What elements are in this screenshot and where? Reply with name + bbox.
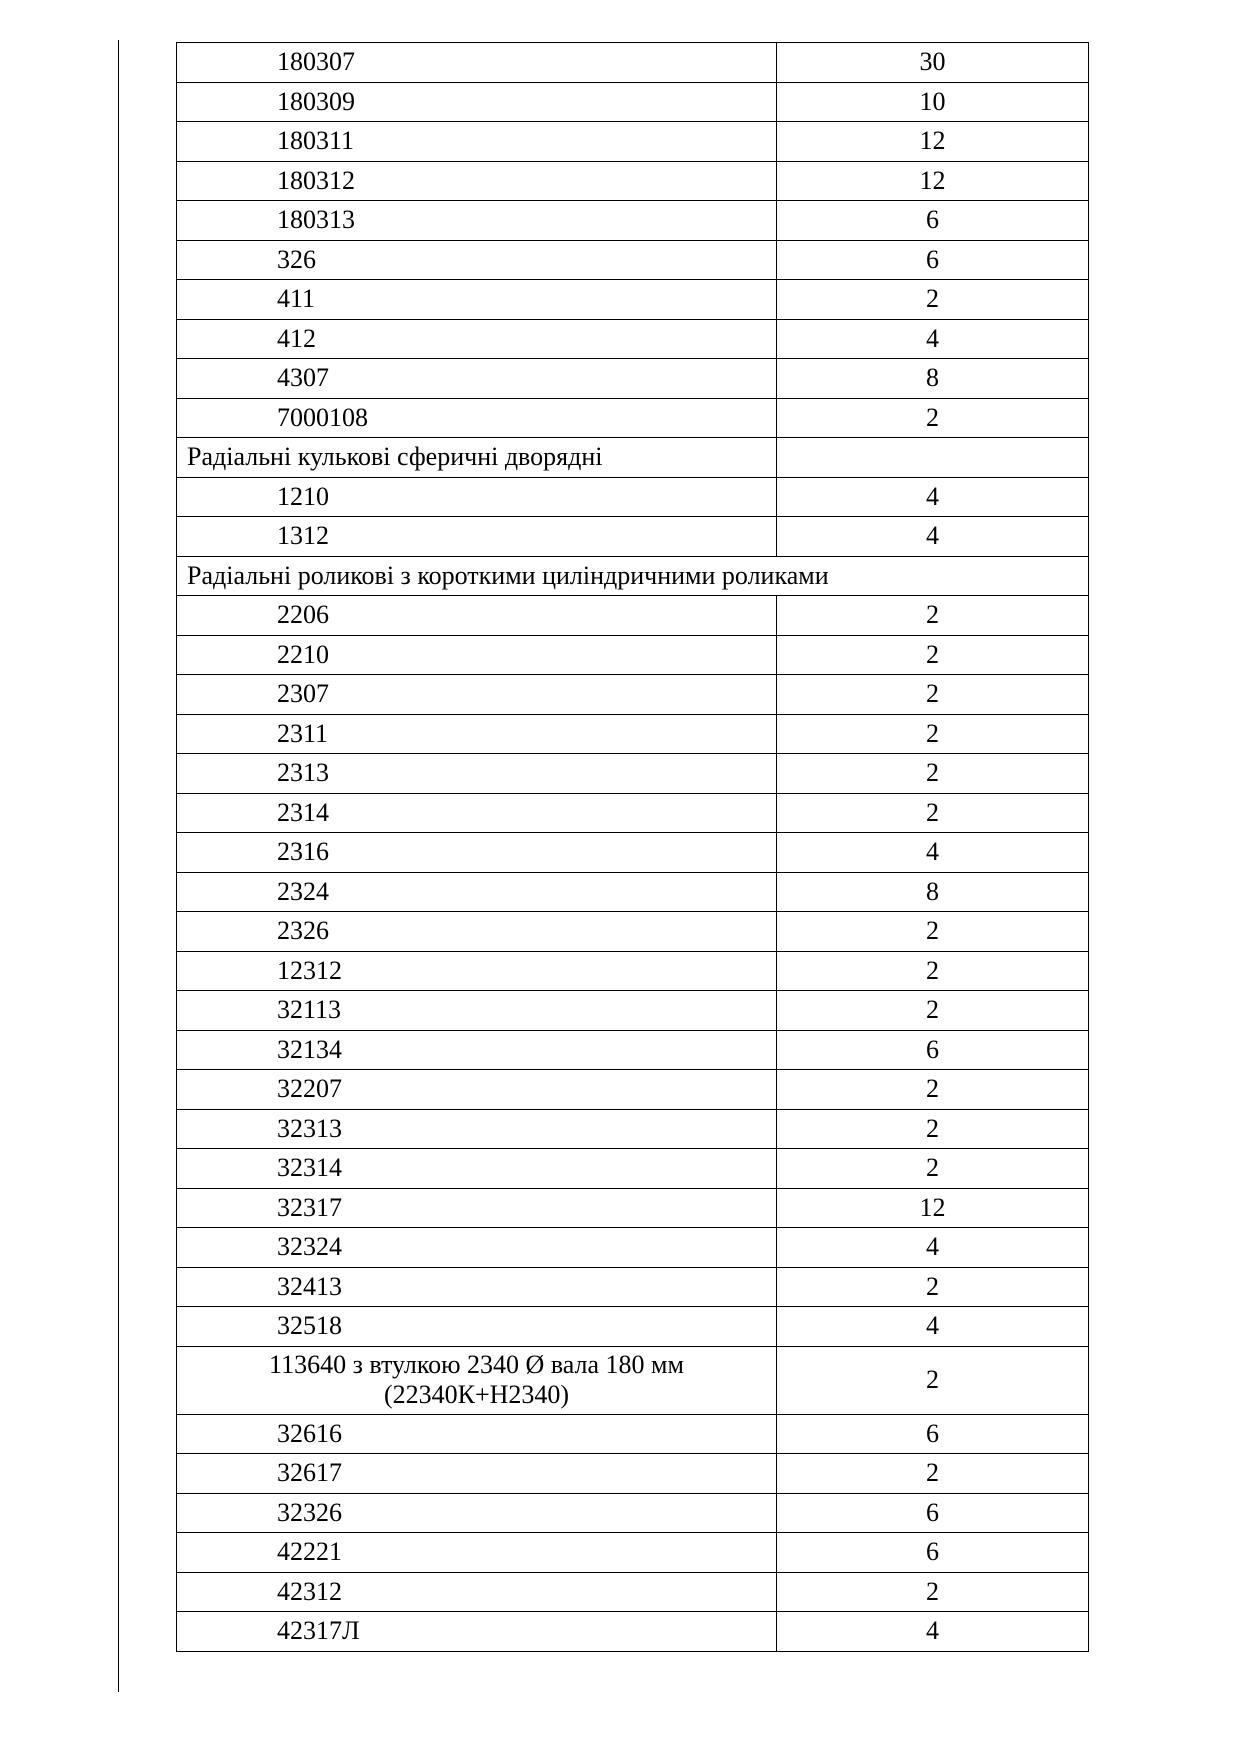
quantity-cell: 2 [777,635,1089,675]
table-row [177,161,1089,201]
table-row [177,1454,1089,1494]
quantity-cell: 6 [777,201,1089,241]
quantity-cell: 2 [777,991,1089,1031]
table-row [177,872,1089,912]
table-row [177,1030,1089,1070]
bearing-code-cell: 42317Л [177,1612,777,1652]
bearing-code-cell: 2314 [177,793,777,833]
bearing-code-cell: 180312 [177,161,777,201]
quantity-cell: 6 [777,1533,1089,1573]
bearing-description-cell [177,1346,777,1414]
table-row [177,1414,1089,1454]
table-row [177,1188,1089,1228]
bearing-code-cell: 42221 [177,1533,777,1573]
quantity-cell: 12 [777,161,1089,201]
quantity-cell: 2 [777,398,1089,438]
table-body [177,43,1089,1652]
table-row [177,635,1089,675]
bearing-code-cell: 2307 [177,675,777,715]
bearing-code-cell: 32616 [177,1414,777,1454]
table-row [177,714,1089,754]
quantity-cell: 2 [777,793,1089,833]
table-row [177,951,1089,991]
table-row [177,1070,1089,1110]
quantity-cell: 6 [777,1030,1089,1070]
table-row-multiline [177,1346,1089,1414]
quantity-cell: 8 [777,359,1089,399]
bearing-code-cell: 32207 [177,1070,777,1110]
bearing-code-cell: 2324 [177,872,777,912]
quantity-cell: 2 [777,912,1089,952]
bearing-code-cell: 180311 [177,122,777,162]
table-row [177,793,1089,833]
quantity-cell: 4 [777,1612,1089,1652]
table-row [177,517,1089,557]
quantity-cell: 4 [777,1228,1089,1268]
bearing-code-cell: 12312 [177,951,777,991]
quantity-cell: 2 [777,675,1089,715]
quantity-cell: 2 [777,1346,1089,1414]
table-row [177,1493,1089,1533]
table-row [177,122,1089,162]
bearing-code-cell: 2311 [177,714,777,754]
quantity-cell: 12 [777,1188,1089,1228]
quantity-cell: 4 [777,477,1089,517]
quantity-cell: 4 [777,1307,1089,1347]
bearing-code-cell: 32617 [177,1454,777,1494]
table-row [177,991,1089,1031]
bearing-code-cell: 180307 [177,43,777,83]
bearing-code-cell: 180313 [177,201,777,241]
table-row [177,833,1089,873]
table-row [177,319,1089,359]
bearing-code-cell: 32134 [177,1030,777,1070]
quantity-cell: 2 [777,596,1089,636]
table-row [177,82,1089,122]
empty-quantity-cell [777,438,1089,478]
table-row [177,912,1089,952]
quantity-cell: 6 [777,1414,1089,1454]
bearing-code-cell: 1210 [177,477,777,517]
quantity-cell: 4 [777,517,1089,557]
bearing-code-cell: 2313 [177,754,777,794]
description-line-2: (22340К+Н2340) [383,1380,570,1409]
table-row [177,675,1089,715]
page-margin-line [118,40,119,1692]
table-row [177,201,1089,241]
quantity-cell: 2 [777,1454,1089,1494]
table-row [177,43,1089,83]
bearing-code-cell: 411 [177,280,777,320]
quantity-cell: 2 [777,1109,1089,1149]
bearing-code-cell: 4307 [177,359,777,399]
section-header-row [177,556,1089,596]
quantity-cell: 6 [777,240,1089,280]
table-row [177,1109,1089,1149]
quantity-cell: 2 [777,1070,1089,1110]
table-row [177,1228,1089,1268]
quantity-cell: 4 [777,319,1089,359]
quantity-cell: 2 [777,1572,1089,1612]
section-title-cell: Радіальні роликові з короткими циліндричними роликами [177,556,1089,596]
section-header-row [177,438,1089,478]
table-row [177,1267,1089,1307]
table-row [177,1572,1089,1612]
description-line-1: 113640 з втулкою 2340 Ø вала 180 мм [269,1350,684,1379]
quantity-cell: 10 [777,82,1089,122]
quantity-cell: 2 [777,1267,1089,1307]
table-row [177,596,1089,636]
bearing-code-cell: 7000108 [177,398,777,438]
bearing-code-cell: 32313 [177,1109,777,1149]
table-row [177,1307,1089,1347]
quantity-cell: 2 [777,280,1089,320]
bearing-code-cell: 32413 [177,1267,777,1307]
table-row [177,359,1089,399]
table-row [177,280,1089,320]
bearing-code-cell: 2316 [177,833,777,873]
quantity-cell: 2 [777,1149,1089,1189]
section-title-cell: Радіальні кулькові сферичні дворядні [177,438,777,478]
bearing-code-cell: 2326 [177,912,777,952]
bearing-code-cell: 42312 [177,1572,777,1612]
bearing-code-cell: 32314 [177,1149,777,1189]
bearing-code-cell: 1312 [177,517,777,557]
bearing-quantity-table [176,42,1089,1652]
table-row [177,240,1089,280]
quantity-cell: 2 [777,714,1089,754]
table-row [177,1533,1089,1573]
bearing-code-cell: 2206 [177,596,777,636]
bearing-code-cell: 32113 [177,991,777,1031]
quantity-cell: 12 [777,122,1089,162]
table-row [177,398,1089,438]
table-row [177,1612,1089,1652]
quantity-cell: 2 [777,951,1089,991]
bearing-code-cell: 32324 [177,1228,777,1268]
bearing-code-cell: 326 [177,240,777,280]
bearing-code-cell: 32518 [177,1307,777,1347]
bearing-code-cell: 32317 [177,1188,777,1228]
quantity-cell: 6 [777,1493,1089,1533]
quantity-cell: 4 [777,833,1089,873]
quantity-cell: 8 [777,872,1089,912]
table-row [177,1149,1089,1189]
bearing-code-cell: 412 [177,319,777,359]
bearing-code-cell: 2210 [177,635,777,675]
table-row [177,477,1089,517]
quantity-cell: 2 [777,754,1089,794]
quantity-cell: 30 [777,43,1089,83]
table-row [177,754,1089,794]
bearing-code-cell: 32326 [177,1493,777,1533]
bearing-code-cell: 180309 [177,82,777,122]
